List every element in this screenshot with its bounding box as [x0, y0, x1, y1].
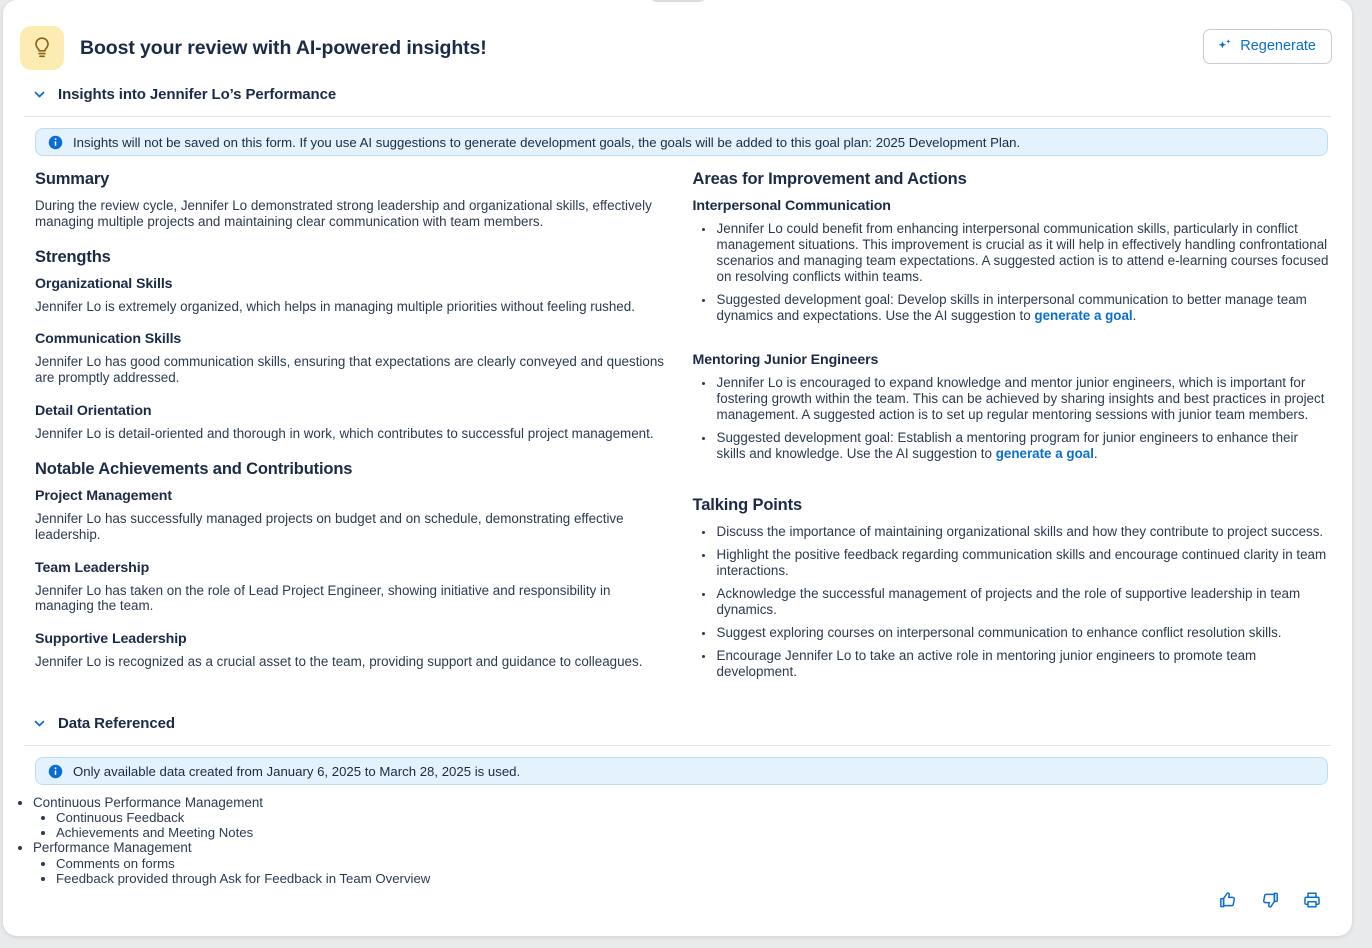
achievement-title-0: Project Management [35, 487, 172, 504]
list-item: • Comments on forms [56, 856, 1352, 871]
list-item [715, 375, 1330, 423]
area-bullets-0 [693, 221, 1330, 324]
bullet-text: Suggested development goal: Establish a mentoring program for junior engineers to enhance their skills and knowledge. Use the AI suggestion to [716, 429, 1298, 461]
achievement-title-2: Supportive Leadership [35, 631, 187, 648]
list-item: • Feedback provided through Ask for Feedback in Team Overview [56, 871, 1352, 886]
feedback-toolbar [1218, 890, 1322, 910]
data-sublist [33, 810, 1352, 840]
bullet-text: Jennifer Lo could benefit from enhancing interpersonal communication skills, particularly in conflict management situations. This improvement is crucial as it will help in effectively handling confrontational scenarios and managing team expectations. A suggested action is to attend e-learning courses focused on resolving conflicts within teams. [716, 221, 1329, 284]
sparkle-icon [1216, 38, 1233, 55]
strength-title-0: Organizational Skills [35, 275, 173, 292]
data-referenced-info-text: Only available data created from January 6, 2025 to March 28, 2025 is used. [73, 763, 521, 779]
strength-text-0: Jennifer Lo is extremely organized, which helps in managing multiple priorities without feeling rushed. [35, 298, 635, 314]
generate-a-goal-link[interactable]: generate a goal [1034, 307, 1133, 323]
achievement-title-1: Team Leadership [35, 559, 150, 576]
bullet-text-tail: . [1093, 445, 1098, 461]
data-sublist [33, 856, 1352, 886]
list-item [715, 292, 1330, 324]
list-item: • Achievements and Meeting Notes [56, 825, 1352, 840]
regenerate-button[interactable] [1203, 29, 1332, 64]
data-referenced-header[interactable] [3, 709, 1352, 737]
insights-section-title: Insights into Jennifer Lo’s Performance [58, 85, 337, 103]
summary-heading: Summary [35, 170, 110, 188]
talking-points-list [693, 524, 1330, 680]
area-title-0: Interpersonal Communication [692, 198, 891, 214]
list-item: • Discuss the importance of maintaining organizational skills and how they contribute to project success. [715, 524, 1330, 540]
drag-handle[interactable] [649, 0, 707, 2]
list-item: • Continuous Feedback [56, 810, 1352, 825]
insights-section-header[interactable] [3, 80, 1352, 108]
lightbulb-icon [20, 26, 64, 70]
generate-a-goal-link[interactable]: generate a goal [995, 445, 1094, 461]
list-item [33, 840, 1352, 885]
bullet-text-tail: . [1132, 307, 1137, 323]
info-icon [48, 764, 63, 779]
list-item: • Suggest exploring courses on interpersonal communication to enhance conflict resolution skills. [715, 625, 1330, 641]
strength-text-1: Jennifer Lo has good communication skills, ensuring that expectations are clearly conveyed and questions are promptly addressed. [35, 354, 664, 386]
thumbs-down-icon[interactable] [1260, 890, 1280, 910]
achievement-text-0: Jennifer Lo has successfully managed projects on budget and on schedule, demonstrating effective leadership. [35, 510, 624, 542]
insights-body [3, 156, 1352, 687]
strength-title-2: Detail Orientation [35, 403, 152, 420]
section-divider [24, 116, 1331, 117]
data-item-label: Performance Management [33, 840, 192, 856]
insights-info-text: Insights will not be saved on this form. If you use AI suggestions to generate development goals, the goals will be added to this goal plan: 2025 Development Plan. [73, 134, 1021, 150]
achievement-text-1: Jennifer Lo has taken on the role of Lead Project Engineer, showing initiative and responsibility in managing the team. [35, 582, 611, 614]
print-icon[interactable] [1302, 890, 1322, 910]
area-title-1: Mentoring Junior Engineers [692, 351, 879, 368]
chevron-down-icon[interactable] [33, 88, 46, 101]
data-referenced-info-banner [35, 757, 1328, 785]
list-item [33, 795, 1352, 840]
info-icon [48, 135, 63, 150]
data-item-label: Continuous Performance Management [33, 795, 264, 811]
regenerate-label: Regenerate [1240, 38, 1316, 54]
area-bullets-1 [693, 375, 1330, 462]
left-column [35, 170, 668, 687]
data-referenced-title: Data Referenced [58, 714, 175, 732]
talking-points-heading: Talking Points [692, 496, 802, 515]
list-item [715, 430, 1330, 462]
insights-card [3, 0, 1352, 936]
list-item: • Acknowledge the successful management of projects and the role of supportive leadership in team dynamics. [715, 586, 1330, 618]
section-divider [24, 745, 1331, 746]
chevron-down-icon[interactable] [33, 717, 46, 730]
strengths-heading: Strengths [35, 247, 111, 266]
bullet-text: Jennifer Lo is encouraged to expand knowledge and mentor junior engineers, which is important for fostering growth within the team. This can be achieved by sharing insights and best practices in project management. A suggested action is to set up regular mentoring sessions with junior team members. [716, 374, 1325, 422]
page-title: Boost your review with AI-powered insights! [80, 36, 487, 59]
summary-text: During the review cycle, Jennifer Lo demonstrated strong leadership and organizational skills, effectively managing multiple projects and maintaining clear communication with team members. [35, 198, 652, 229]
achievement-text-2: Jennifer Lo is recognized as a crucial asset to the team, providing support and guidance to colleagues. [35, 654, 643, 670]
areas-heading: Areas for Improvement and Actions [692, 170, 967, 188]
list-item: • Highlight the positive feedback regarding communication skills and encourage continued clarity in team interactions. [715, 547, 1330, 579]
list-item [715, 221, 1330, 285]
data-referenced-list [3, 795, 1352, 886]
list-item: • Encourage Jennifer Lo to take an active role in mentoring junior engineers to promote team development. [715, 648, 1330, 680]
bullet-text: Suggested development goal: Develop skills in interpersonal communication to better manage team dynamics and expectations. Use the AI suggestion to [716, 291, 1307, 323]
strength-text-2: Jennifer Lo is detail-oriented and thorough in work, which contributes to successful project management. [35, 426, 654, 442]
strength-title-1: Communication Skills [35, 331, 182, 348]
achievements-heading: Notable Achievements and Contributions [35, 459, 353, 478]
data-referenced-section [3, 709, 1352, 886]
thumbs-up-icon[interactable] [1218, 890, 1238, 910]
card-header [3, 0, 1352, 80]
right-column [693, 170, 1330, 687]
insights-info-banner [35, 128, 1328, 156]
